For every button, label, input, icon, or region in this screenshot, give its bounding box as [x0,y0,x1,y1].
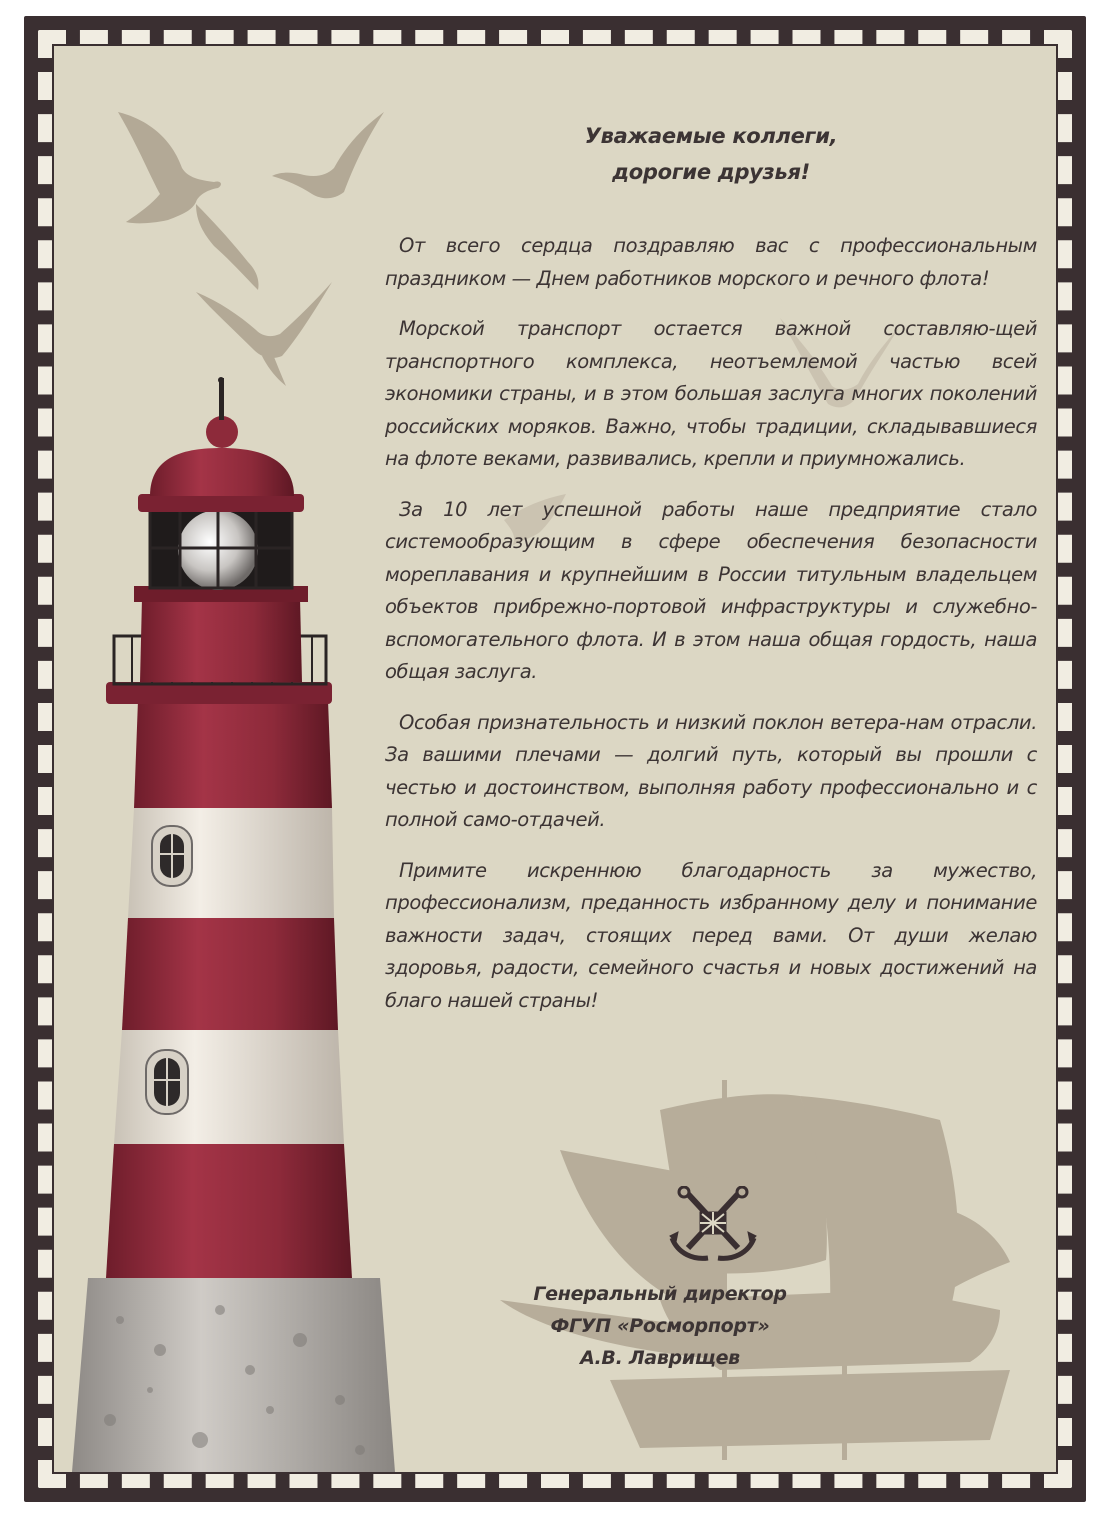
paragraph-enterprise: За 10 лет успешной работы наше предприятие стало системообразующим в сфере обеспечения безопасности мореплавания и крупнейшим в России титульным владельцем объектов прибрежно-портовой инфраструктуры и служебно-вспомогательного флота. И в этом наша общая гордость, наша общая заслуга. [385,497,1037,683]
sailing-ship-icon [500,1080,1010,1460]
greeting [385,118,1037,190]
paragraph-congratulation: От всего сердца поздравляю вас с профессиональным праздником — Днем работников морского и речного флота! [385,234,1037,290]
paragraph-veterans: Особая признательность и низкий поклон ветера-нам отрасли. За вашими плечами — долгий путь, который вы прошли с честью и достоинством, выполняя работу профессионально и с полной само-отдачей. [385,710,1037,831]
anchor-emblem-icon [668,1186,758,1264]
seagull-icon [272,112,384,198]
signature-title: Генеральный директор [533,1283,787,1305]
paragraph-gratitude: Примите искреннюю благодарность за мужество, профессионализм, преданность избранному делу и понимание важности задач, стоящих перед вами. От души желаю здоровья, радости, семейного счастья и новых достижений на благо нашей страны! [385,858,1037,1012]
paragraph-maritime-transport: Морской транспорт остается важной составляю-щей транспортного комплекса, неотъемлемой частью всей экономики страны, и в этом большая заслуга многих поколений российских моряков. Важно, чтобы традиции, складывавшиеся на флоте веками, развивались, крепли и приумножались. [385,317,1037,470]
signature-organization: ФГУП «Росморпорт» [550,1315,770,1337]
seagull-icon [118,112,259,290]
window-icon [146,1050,188,1114]
signature-block [505,1278,815,1374]
window-icon [152,826,192,886]
letter-body [385,118,1037,1035]
seagull-icon [196,282,332,386]
greeting-line-1: Уважаемые коллеги, [584,124,838,148]
lighthouse-icon [72,377,395,1472]
signature-name: А.В. Лаврищев [580,1347,740,1369]
greeting-line-2: дорогие друзья! [612,160,810,184]
